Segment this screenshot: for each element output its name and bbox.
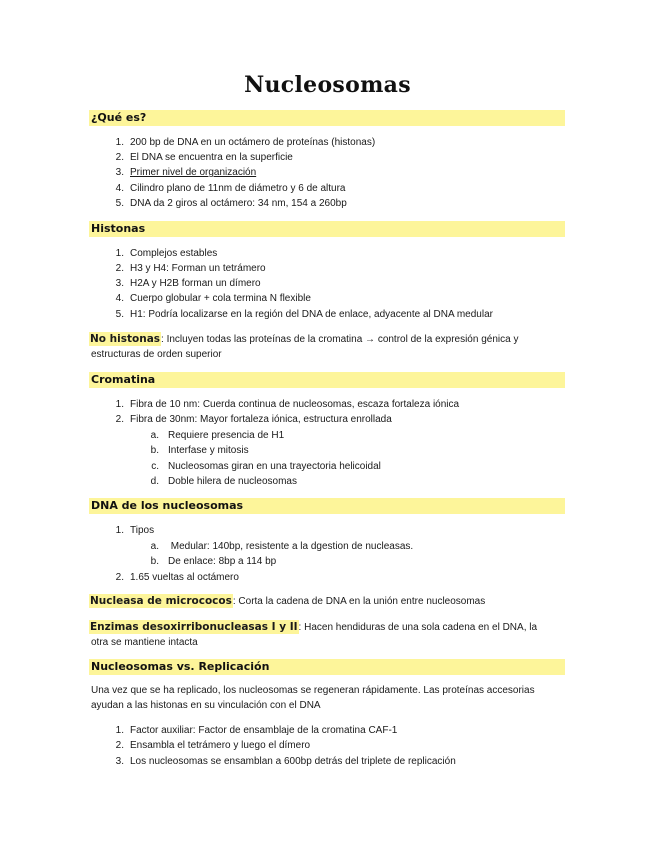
sublist-letter: c.: [151, 461, 159, 472]
list-item: H2A y H2B forman un dímero: [130, 278, 261, 289]
list-number: 2.: [115, 740, 124, 751]
section-heading-dna-nucleosomas: DNA de los nucleosomas: [89, 498, 565, 514]
sublist-letter: a.: [150, 430, 159, 441]
list-item: H1: Podría localizarse en la región del DNA de enlace, adyacente al DNA medular: [130, 309, 493, 320]
section-heading-que-es: ¿Qué es?: [89, 110, 565, 126]
list-item: Fibra de 10 nm: Cuerda continua de nucleosomas, escaza fortaleza iónica: [130, 399, 460, 410]
list-item: Fibra de 30nm: Mayor fortaleza iónica, estructura enrollada: [130, 414, 392, 425]
list-number: 2.: [115, 414, 124, 425]
list-item: DNA da 2 giros al octámero: 34 nm, 154 a 260bp: [130, 198, 347, 209]
list-item: 1.65 vueltas al octámero: [130, 572, 239, 583]
list-number: 4.: [115, 293, 124, 304]
inline-heading-no-histonas: No histonas: [90, 333, 161, 345]
inline-heading-nucleasa: Nucleasa de micrococos: [90, 595, 232, 607]
paragraph-text-continued: estructuras de orden superior: [91, 349, 222, 360]
section-heading-histonas: Histonas: [89, 221, 565, 237]
list-item: El DNA se encuentra en la superficie: [130, 152, 293, 163]
list-number: 2.: [115, 152, 124, 163]
list-item: Cuerpo globular + cola termina N flexible: [130, 293, 311, 304]
sublist-item: Requiere presencia de H1: [168, 430, 285, 441]
list-number: 1.: [115, 137, 124, 148]
paragraph-text: Una vez que se ha replicado, los nucleosomas se regeneran rápidamente. Las proteínas accesorias: [91, 685, 535, 696]
inline-heading-enzimas: Enzimas desoxirribonucleasas I y II: [90, 621, 298, 633]
list-item: Factor auxiliar: Factor de ensamblaje de la cromatina CAF-1: [130, 725, 398, 736]
section-heading-cromatina: Cromatina: [89, 372, 565, 388]
list-number: 1.: [115, 525, 124, 536]
page-title: Nucleosomas: [244, 72, 411, 98]
sublist-letter: b.: [150, 445, 159, 456]
list-item: Ensambla el tetrámero y luego el dímero: [130, 740, 311, 751]
list-item: Los nucleosomas se ensamblan a 600bp detrás del triplete de replicación: [130, 756, 456, 767]
sublist-item: Medular: 140bp, resistente a la dgestion de nucleasas.: [168, 541, 414, 552]
list-number: 1.: [115, 248, 124, 259]
list-item: 200 bp de DNA en un octámero de proteínas (histonas): [130, 137, 376, 148]
paragraph-no-histonas: [89, 333, 518, 346]
paragraph-enzimas: [89, 621, 537, 634]
sublist-item: Doble hilera de nucleosomas: [168, 476, 297, 487]
list-number: 5.: [115, 309, 124, 320]
sublist-letter: a.: [150, 541, 159, 552]
list-number: 3.: [115, 167, 124, 178]
list-number: 1.: [115, 725, 124, 736]
paragraph-text: : Corta la cadena de DNA en la unión entre nucleosomas: [232, 596, 486, 607]
paragraph-text: : Incluyen todas las proteínas de la cromatina → control de la expresión génica y: [161, 334, 519, 345]
list-item: H3 y H4: Forman un tetrámero: [130, 263, 266, 274]
paragraph-text-continued: otra se mantiene intacta: [91, 637, 198, 648]
list-number: 1.: [115, 399, 124, 410]
list-number: 3.: [115, 278, 124, 289]
list-item: Complejos estables: [130, 248, 218, 259]
sublist-letter: b.: [150, 556, 159, 567]
list-number: 2.: [115, 572, 124, 583]
paragraph-text: ayudan a las histonas en su vinculación con el DNA: [91, 700, 321, 711]
paragraph-text: : Hacen hendiduras de una sola cadena en el DNA, la: [298, 622, 538, 633]
list-item: Cilindro plano de 11nm de diámetro y 6 de altura: [130, 183, 346, 194]
list-item-underlined: Primer nivel de organización: [130, 167, 257, 178]
paragraph-nucleasa: [89, 595, 485, 608]
list-item: Tipos: [130, 525, 155, 536]
sublist-item: De enlace: 8bp a 114 bp: [168, 556, 277, 567]
list-number: 5.: [115, 198, 124, 209]
sublist-letter: d.: [150, 476, 159, 487]
section-heading-replicacion: Nucleosomas vs. Replicación: [89, 659, 565, 675]
list-number: 2.: [115, 263, 124, 274]
list-number: 4.: [115, 183, 124, 194]
sublist-item: Interfase y mitosis: [168, 445, 249, 456]
list-number: 3.: [115, 756, 124, 767]
sublist-item: Nucleosomas giran en una trayectoria helicoidal: [168, 461, 381, 472]
